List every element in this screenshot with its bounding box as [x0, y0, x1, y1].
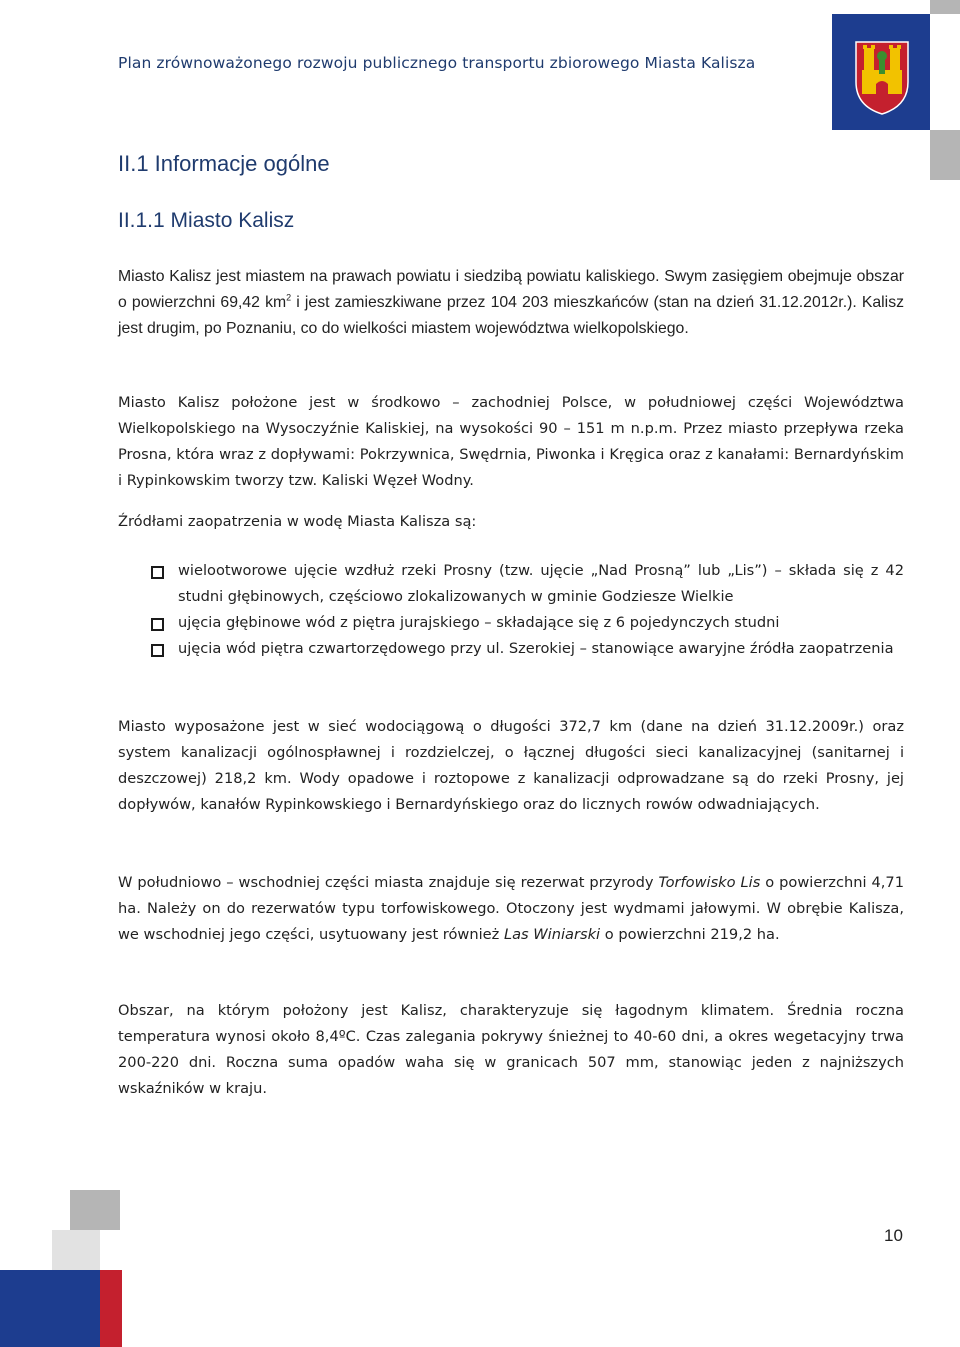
water-sources-list [118, 558, 904, 662]
list-item-text: wielootworowe ujęcie wzdłuż rzeki Prosny (tzw. ujęcie „Nad Prosną” lub „Lis”) – składa się z 42 studni głębinowych, częściowo zlokalizowanych w gminie Godziesze Wielkie [178, 562, 904, 605]
paragraph-location: Miasto Kalisz położone jest w środkowo – zachodniej Polsce, w południowej części Województwa Wielkopolskiego na Wysoczyźnie Kaliskiej, na wysokości 90 – 151 m n.p.m. Przez miasto przepływa rzeka Prosna, która wraz z dopływami: Pokrzywnica, Swędrnia, Piwonka i Kręgica oraz z kanałami: Bernardyńskim i Rypinkowskim tworzy tzw. Kaliski Węzeł Wodny. [118, 394, 904, 489]
forest-name-las-winiarski: Las Winiarski [503, 926, 601, 943]
list-item [118, 610, 904, 636]
paragraph-nature-part-a: W południowo – wschodniej części miasta znajduje się rezerwat przyrody [118, 874, 659, 891]
header-title: Plan zrównoważonego rozwoju publicznego transportu zbiorowego Miasta Kalisza [118, 54, 756, 72]
paragraph-water-sources-intro: Źródłami zaopatrzenia w wodę Miasta Kalisza są: [118, 513, 477, 530]
reserve-name-torfowisko: Torfowisko Lis [658, 874, 761, 891]
list-item-text: ujęcia głębinowe wód z piętra jurajskiego – składające się z 6 pojedynczych studni [178, 614, 780, 631]
paragraph-water-network: Miasto wyposażone jest w sieć wodociągową o długości 372,7 km (dane na dzień 31.12.2009r.) oraz system kanalizacji ogólnospławnej i rozdzielczej, o łącznej długości sieci kanalizacyjnej (sanitarnej i deszczowej) 218,2 km. Wody opadowe i roztopowe z kanalizacji odprowadzane są do rzeki Prosny, jej dopływów, kanałów Rypinkowskiego i Bernardyńskiego oraz do licznych rowów odwadniających. [118, 718, 904, 813]
area-unit-superscript: 2 [286, 292, 292, 303]
section-heading: II.1 Informacje ogólne [118, 151, 330, 176]
paragraph-intro [118, 264, 904, 342]
header-decoration [832, 0, 960, 180]
paragraph-intro-part-b: i jest zamieszkiwane przez 104 203 mieszkańców (stan na dzień 31.12.2012r.). Kalisz jest drugim, po Poznaniu, co do wielkości miastem województwa wielkopolskiego. [118, 294, 904, 337]
list-item [118, 558, 904, 610]
paragraph-intro-part-a: Miasto Kalisz jest miastem na prawach powiatu i siedzibą powiatu kaliskiego. Swym zasięgiem obejmuje obszar o powierzchni 69,42 km [118, 268, 904, 311]
subsection-heading: II.1.1 Miasto Kalisz [118, 209, 295, 232]
list-item-text: ujęcia wód piętra czwartorzędowego przy ul. Szerokiej – stanowiące awaryjne źródła zaopatrzenia [178, 640, 894, 657]
paragraph-nature-part-b: o powierzchni 4,71 ha. Należy on do rezerwatów typu torfowiskowego. Otoczony jest wydmami jałowymi. W obrębie Kalisza, we wschodniej jego części, usytuowany jest również [118, 874, 904, 943]
square-bullet-icon [151, 644, 164, 657]
square-bullet-icon [151, 618, 164, 631]
square-bullet-icon [151, 566, 164, 579]
page-number: 10 [884, 1226, 903, 1245]
paragraph-climate: Obszar, na którym położony jest Kalisz, charakteryzuje się łagodnym klimatem. Średnia roczna temperatura wynosi około 8,4ºC. Czas zalegania pokrywy śnieżnej to 40-60 dni, a okres wegetacyjny trwa 200-220 dni. Roczna suma opadów waha się w granicach 507 mm, stanowiąc jeden z najniższych wskaźników w kraju. [118, 1002, 904, 1097]
list-item [118, 636, 904, 662]
kalisz-coat-of-arms-icon [854, 36, 910, 116]
paragraph-nature-part-c: o powierzchni 219,2 ha. [600, 926, 780, 943]
paragraph-nature-reserves [118, 870, 904, 948]
footer-decoration [0, 1190, 130, 1347]
